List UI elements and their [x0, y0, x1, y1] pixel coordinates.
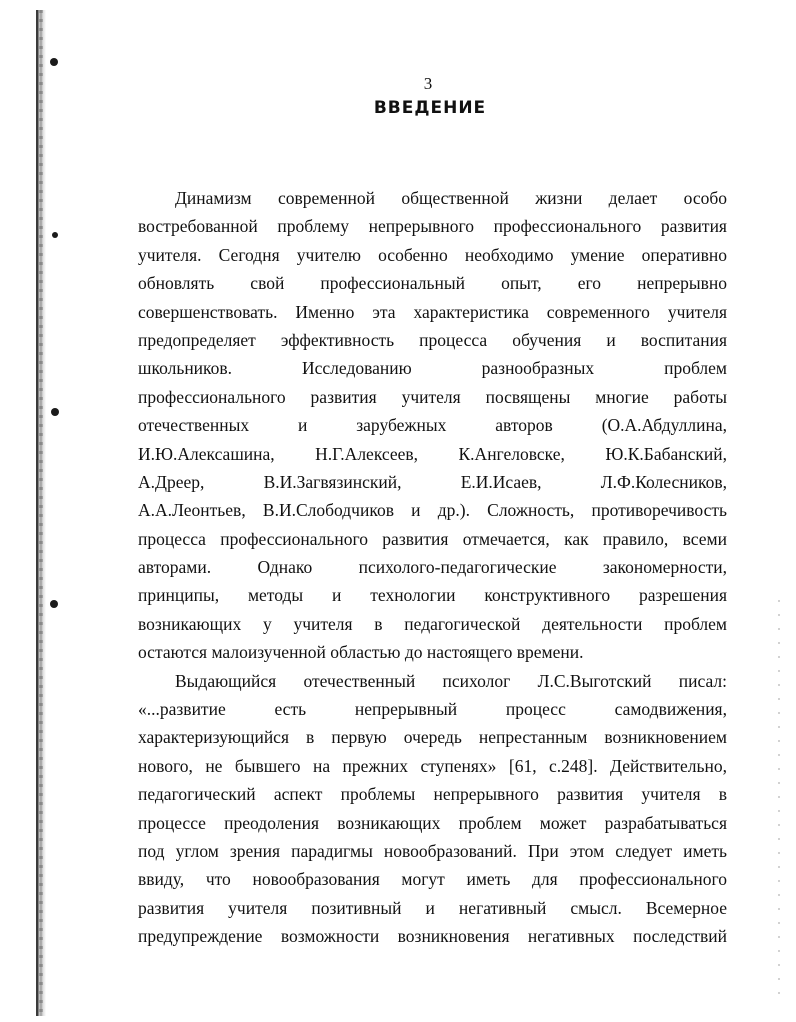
text-line: принципы, методы и технологии конструктивного разрешения	[138, 585, 727, 606]
punch-hole-mark	[52, 232, 58, 238]
text-line: процессе преодоления возникающих проблем может разрабатываться	[138, 812, 727, 833]
text-line: процесса профессионального развития отмечается, как правило, всеми	[138, 528, 727, 549]
text-line: Выдающийся отечественный психолог Л.С.Выготский писал:	[175, 670, 727, 691]
page-number: 3	[423, 74, 433, 93]
punch-hole-mark	[51, 408, 59, 416]
text-line: И.Ю.Алексашина, Н.Г.Алексеев, К.Ангеловске, Ю.К.Бабанский,	[138, 443, 727, 464]
scan-binding-edge	[36, 10, 46, 1016]
text-line: Динамизм современной общественной жизни делает особо	[175, 188, 727, 208]
text-line: под углом зрения парадигмы новообразований. При этом следует иметь	[138, 840, 727, 861]
text-line: возникающих у учителя в педагогической деятельности проблем	[138, 613, 727, 634]
text-line: предопределяет эффективность процесса обучения и воспитания	[138, 329, 727, 350]
text-line: нового, не бывшего на прежних ступенях» [61, с.248]. Действительно,	[138, 755, 727, 776]
text-line: обновлять свой профессиональный опыт, его непрерывно	[138, 273, 727, 294]
punch-hole-mark	[50, 58, 58, 66]
punch-hole-mark	[50, 600, 58, 608]
text-line: А.Дреер, В.И.Загвязинский, Е.И.Исаев, Л.Ф.Колесников,	[138, 471, 727, 492]
text-line: предупреждение возможности возникновения негативных последствий	[138, 926, 727, 947]
text-line: педагогический аспект проблемы непрерывного развития учителя в	[138, 784, 727, 805]
paragraph-1	[138, 184, 727, 667]
text-line: ввиду, что новообразования могут иметь для профессионального	[138, 869, 727, 890]
text-line: характеризующийся в первую очередь непрестанным возникновением	[138, 727, 727, 748]
text-line: школьников. Исследованию разнообразных проблем	[138, 358, 727, 379]
text-line: развития учителя позитивный и негативный смысл. Всемерное	[138, 897, 727, 918]
text-line: «...развитие есть непрерывный процесс самодвижения,	[138, 699, 727, 720]
text-line: совершенствовать. Именно эта характеристика современного учителя	[138, 301, 727, 322]
text-line: востребованной проблему непрерывного профессионального развития	[138, 216, 727, 237]
page-heading: ВВЕДЕНИЕ	[373, 98, 487, 118]
text-line: отечественных и зарубежных авторов (О.А.Абдуллина,	[138, 415, 727, 436]
body-text	[138, 184, 727, 951]
text-line: остаются малоизученной областью до настоящего времени.	[138, 642, 584, 663]
text-line: А.А.Леонтьев, В.И.Слободчиков и др.). Сложность, противоречивость	[138, 500, 727, 521]
text-line: учителя. Сегодня учителю особенно необходимо умение оперативно	[138, 244, 727, 265]
scan-right-edge-specks	[778, 600, 780, 1000]
text-line: авторами. Однако психолого-педагогические закономерности,	[138, 557, 727, 578]
paragraph-2	[138, 667, 727, 951]
text-line: профессионального развития учителя посвящены многие работы	[138, 386, 727, 407]
